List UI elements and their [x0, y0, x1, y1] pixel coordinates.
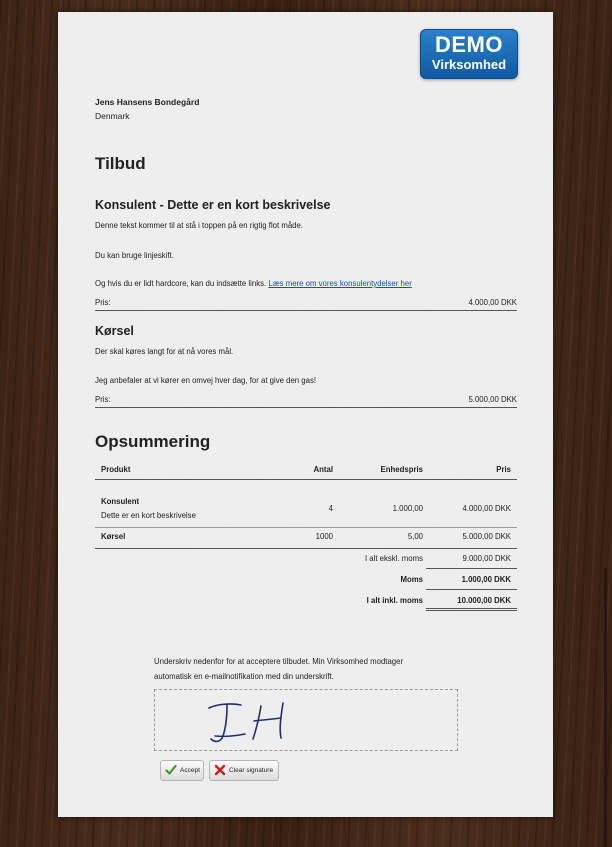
accept-button-label: Accept — [180, 767, 200, 774]
background-edge — [604, 568, 607, 847]
section-heading-konsulent: Konsulent - Dette er en kort beskrivelse — [95, 198, 331, 212]
total-divider — [426, 568, 517, 569]
total-value-incl-vat: 10.000,00 DKK — [457, 596, 511, 605]
page-title: Tilbud — [95, 154, 146, 173]
section-text-line: Denne tekst kommer til at stå i toppen på en rigtig flot måde. — [95, 221, 304, 230]
price-label: Pris: — [95, 298, 111, 307]
logo-line1: DEMO — [435, 32, 503, 57]
section-heading-korsel: Kørsel — [95, 324, 134, 338]
total-divider-double — [426, 610, 517, 611]
total-divider — [426, 589, 517, 590]
total-value-excl-vat: 9.000,00 DKK — [462, 554, 511, 563]
section-text-line: Du kan bruge linjeskift. — [95, 251, 174, 260]
row-product: Konsulent — [101, 497, 140, 506]
konsulent-link[interactable]: Læs mere om vores konsulentydelser her — [268, 279, 412, 288]
logo-line2: Virksomhed — [431, 57, 507, 72]
row-price: 5.000,00 DKK — [462, 532, 511, 541]
quote-document — [58, 12, 553, 817]
row-unit-price: 1.000,00 — [392, 504, 423, 513]
signature-strokes — [155, 690, 457, 750]
customer-name: Jens Hansens Bondegård — [95, 97, 200, 107]
signature-ink — [209, 703, 283, 741]
signature-pad[interactable] — [154, 689, 458, 751]
table-body-divider — [95, 548, 517, 549]
total-label-incl-vat: I alt inkl. moms — [366, 596, 423, 605]
total-label-vat: Moms — [400, 575, 423, 584]
price-value: 4.000,00 DKK — [468, 298, 517, 307]
price-row-konsulent — [95, 296, 517, 311]
table-header-divider — [95, 479, 517, 480]
total-value-vat: 1.000,00 DKK — [461, 575, 511, 584]
summary-heading: Opsummering — [95, 432, 211, 451]
price-row-korsel — [95, 393, 517, 408]
row-qty: 4 — [328, 504, 333, 513]
section-text-line: Jeg anbefaler at vi kører en omvej hver dag, for at give den gas! — [95, 376, 317, 385]
signature-instruction-line: automatisk en e-mailnotifikation med din underskrift. — [154, 672, 334, 681]
customer-country: Denmark — [95, 111, 130, 121]
column-header-unit-price: Enhedspris — [380, 465, 423, 474]
row-price: 4.000,00 DKK — [462, 504, 511, 513]
clear-signature-button[interactable] — [209, 760, 279, 781]
signature-instruction-line: Underskriv nedenfor for at acceptere tilbudet. Min Virksomhed modtager — [154, 657, 404, 666]
column-header-qty: Antal — [313, 465, 333, 474]
price-label: Pris: — [95, 395, 111, 404]
section-text-line — [95, 279, 412, 288]
table-row — [95, 485, 517, 520]
row-product: Kørsel — [101, 532, 126, 541]
price-value: 5.000,00 DKK — [468, 395, 517, 404]
clear-signature-label: Clear signature — [229, 767, 274, 774]
row-qty: 1000 — [315, 532, 333, 541]
section-text-line: Der skal køres langt for at nå vores mål. — [95, 347, 234, 356]
column-header-price: Pris — [496, 465, 511, 474]
total-divider — [426, 608, 517, 609]
column-header-product: Produkt — [101, 465, 131, 474]
signature-instructions — [154, 654, 464, 684]
row-unit-price: 5,00 — [407, 532, 423, 541]
section-text-prefix: Og hvis du er lidt hardcore, kan du indsætte links. — [95, 279, 267, 288]
company-logo — [420, 29, 518, 79]
row-description: Dette er en kort beskrivelse — [101, 511, 196, 520]
close-icon — [214, 764, 226, 776]
total-label-excl-vat: I alt ekskl. moms — [364, 554, 423, 563]
accept-button[interactable] — [160, 760, 204, 781]
checkmark-icon — [165, 764, 177, 776]
table-row-divider — [95, 527, 517, 528]
